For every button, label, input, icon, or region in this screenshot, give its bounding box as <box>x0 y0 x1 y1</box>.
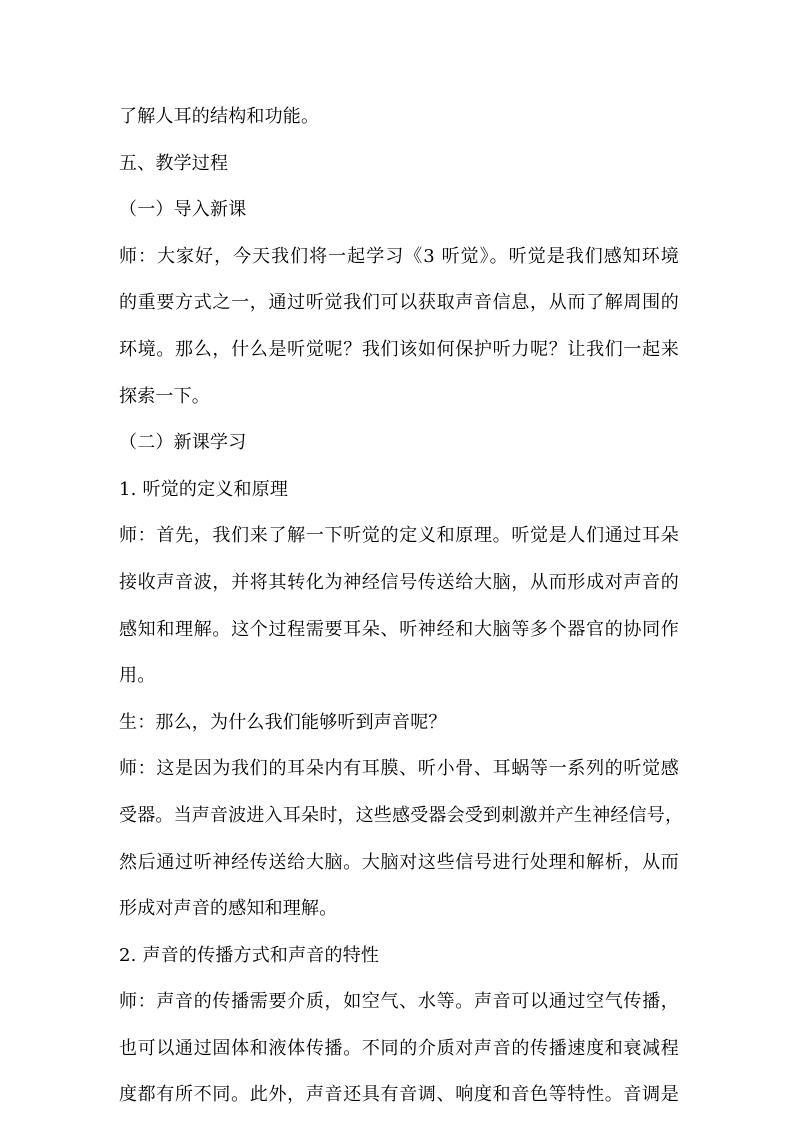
body-text-line: 了解人耳的结构和功能。 <box>119 106 320 127</box>
subsection-heading: （一）导入新课 <box>119 199 247 221</box>
body-text-line: 接收声音波，并将其转化为神经信号传送给大脑，从而形成对声音的 <box>119 571 679 593</box>
body-text-line: 然后通过听神经传送给大脑。大脑对这些信号进行处理和解析，从而 <box>119 851 679 873</box>
numbered-heading: 2. 声音的传播方式和声音的特性 <box>119 944 380 966</box>
body-text-line: 受器。当声音波进入耳朵时，这些感受器会受到刺激并产生神经信号， <box>119 804 684 826</box>
body-text-line: 感知和理解。这个过程需要耳朵、听神经和大脑等多个器官的协同作 <box>119 618 679 640</box>
body-text-line: 用。 <box>119 665 156 687</box>
document-body <box>119 101 684 1126</box>
body-text-line: 师：大家好，今天我们将一起学习《3 听觉》。听觉是我们感知环境 <box>119 245 679 267</box>
body-text-line: 形成对声音的感知和理解。 <box>119 898 338 920</box>
body-text-line: 师：声音的传播需要介质，如空气、水等。声音可以通过空气传播， <box>119 991 679 1013</box>
subsection-heading: （二）新课学习 <box>119 432 247 454</box>
body-text-line: 师：首先，我们来了解一下听觉的定义和原理。听觉是人们通过耳朵 <box>119 525 679 547</box>
body-text-line: 也可以通过固体和液体传播。不同的介质对声音的传播速度和衰减程 <box>119 1037 679 1059</box>
body-text-line: 师：这是因为我们的耳朵内有耳膜、听小骨、耳蜗等一系列的听觉感 <box>119 758 679 780</box>
body-text-line: 探索一下。 <box>119 385 210 407</box>
section-heading: 五、教学过程 <box>119 152 229 174</box>
body-text-line: 生：那么，为什么我们能够听到声音呢？ <box>119 711 447 733</box>
body-text-line: 环境。那么，什么是听觉呢？我们该如何保护听力呢？让我们一起来 <box>119 338 679 360</box>
body-text-line: 的重要方式之一，通过听觉我们可以获取声音信息，从而了解周围的 <box>119 292 679 314</box>
numbered-heading: 1. 听觉的定义和原理 <box>119 478 289 500</box>
body-text-line: 度都有所不同。此外，声音还具有音调、响度和音色等特性。音调是 <box>119 1084 679 1106</box>
